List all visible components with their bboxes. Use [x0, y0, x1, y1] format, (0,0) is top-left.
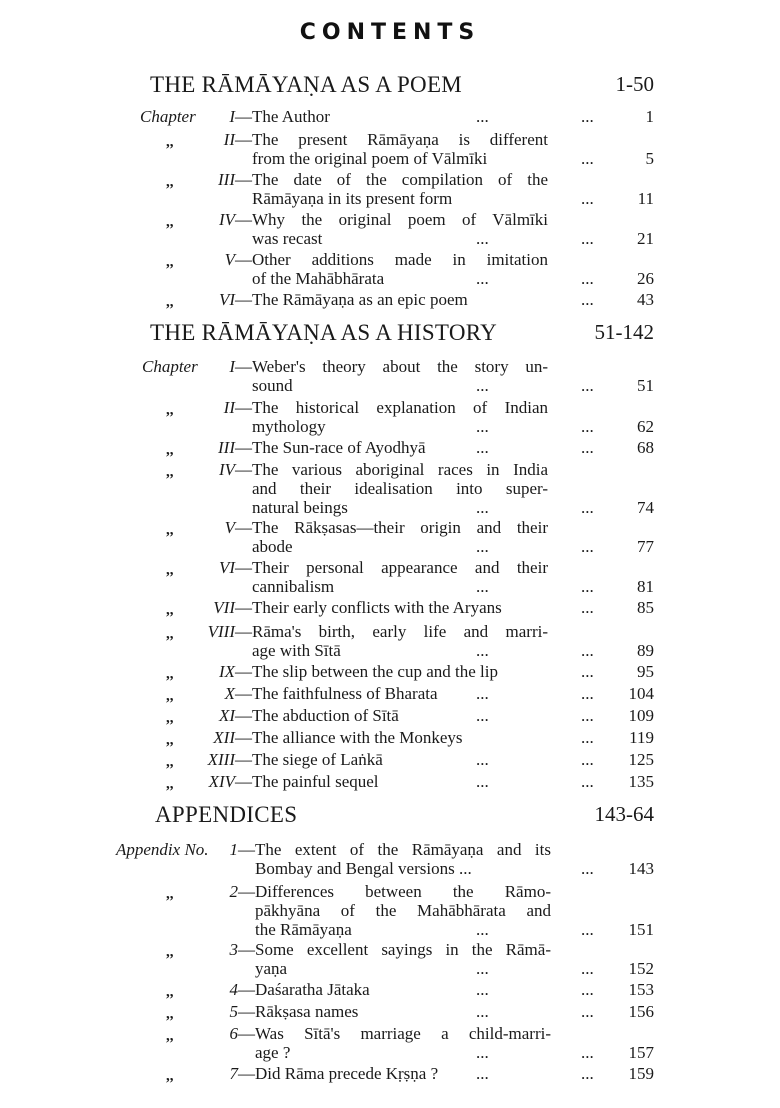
em-dash: —	[238, 840, 255, 859]
ditto-mark: ,,	[166, 1006, 174, 1022]
entry-text-line: The faithfulness of Bharata	[252, 684, 438, 703]
section-title: APPENDICES	[155, 802, 298, 827]
ditto-mark: ,,	[166, 294, 174, 310]
page-number: 26	[637, 269, 654, 288]
leader-dots: ...	[476, 417, 489, 436]
ditto-mark: ,,	[166, 464, 174, 480]
entry-text-line: natural beings	[252, 498, 348, 517]
ditto-mark: ,,	[166, 626, 174, 642]
entry-text-line: cannibalism	[252, 577, 335, 596]
em-dash: —	[235, 460, 252, 479]
page-number: 151	[628, 920, 654, 939]
section-page-range: 143-64	[594, 802, 654, 826]
page-number: 62	[637, 417, 654, 436]
entry-number: XIV	[208, 772, 235, 791]
section-page-range: 51-142	[594, 320, 654, 344]
leader-dots: ...	[581, 706, 594, 725]
leader-dots: ...	[476, 1002, 489, 1021]
entry-text-line: Differences between the Rāmo-	[255, 882, 551, 901]
ditto-mark: ,,	[166, 134, 174, 150]
em-dash: —	[235, 622, 252, 641]
toc-entry[interactable]	[0, 882, 780, 939]
toc-entry[interactable]	[0, 772, 780, 791]
leader-dots: ...	[581, 750, 594, 769]
leader-dots: ...	[476, 920, 489, 939]
em-dash: —	[235, 210, 252, 229]
entry-number: I	[229, 357, 235, 376]
section-page-range: 1-50	[615, 72, 654, 96]
toc-entry[interactable]	[0, 438, 780, 457]
leader-dots: ...	[581, 376, 594, 395]
page-number: 119	[629, 728, 654, 747]
leader-dots: ...	[581, 1043, 594, 1062]
entry-text-line: The Rāmāyaṇa as an epic poem	[252, 290, 468, 309]
leader-dots: ...	[581, 641, 594, 660]
ditto-mark: ,,	[166, 732, 174, 748]
page-number: 51	[637, 376, 654, 395]
toc-entry[interactable]	[0, 107, 780, 126]
entry-text-line: The date of the compilation of the	[252, 170, 548, 189]
toc-entry[interactable]	[0, 250, 780, 288]
toc-entry[interactable]	[0, 940, 780, 978]
leader-dots: ...	[581, 189, 594, 208]
ditto-mark: ,,	[166, 944, 174, 960]
leader-dots: ...	[476, 706, 489, 725]
page-number: 1	[645, 107, 654, 126]
em-dash: —	[235, 684, 252, 703]
section-title: THE RĀMĀYAṆA AS A POEM	[150, 72, 463, 97]
ditto-mark: ,,	[166, 688, 174, 704]
entry-number: VI	[218, 290, 235, 309]
leader-dots: ...	[476, 438, 489, 457]
em-dash: —	[238, 1064, 255, 1083]
entry-number: VI	[218, 558, 235, 577]
leader-dots: ...	[581, 537, 594, 556]
entry-text-line: The present Rāmāyaṇa is different	[252, 130, 548, 149]
entry-text-line: The Sun-race of Ayodhyā	[252, 438, 426, 457]
ditto-mark: ,,	[166, 562, 174, 578]
entry-number: XI	[218, 706, 235, 725]
entry-text-line: Their personal appearance and their	[252, 558, 548, 577]
entry-text-line: Their early conflicts with the Aryans	[252, 598, 502, 617]
entry-text-line: abode	[252, 537, 293, 556]
leader-dots: ...	[476, 537, 489, 556]
ditto-mark: ,,	[166, 754, 174, 770]
toc-entry[interactable]	[0, 728, 780, 747]
ditto-mark: ,,	[166, 214, 174, 230]
ditto-mark: ,,	[166, 1068, 174, 1084]
leader-dots: ...	[581, 728, 594, 747]
ditto-mark: ,,	[166, 442, 174, 458]
entry-number: 7	[229, 1064, 238, 1083]
page-number: 89	[637, 641, 654, 660]
entry-text-line: from the original poem of Vālmīki	[252, 149, 488, 168]
entry-number: III	[218, 438, 235, 457]
leader-dots: ...	[476, 577, 489, 596]
em-dash: —	[238, 980, 255, 999]
entry-number: 5	[229, 1002, 238, 1021]
leader-dots: ...	[476, 980, 489, 999]
leader-dots: ...	[581, 290, 594, 309]
leader-dots: ...	[476, 1043, 489, 1062]
leader-dots: ...	[476, 684, 489, 703]
em-dash: —	[235, 290, 252, 309]
em-dash: —	[235, 107, 252, 126]
em-dash: —	[235, 250, 252, 269]
entry-number: XIII	[207, 750, 235, 769]
entry-text-line: The siege of Laṅkā	[252, 750, 383, 769]
em-dash: —	[235, 130, 252, 149]
page-number: 157	[628, 1043, 654, 1062]
entry-text-line: the Rāmāyaṇa	[255, 920, 352, 939]
toc-entry[interactable]	[0, 980, 780, 999]
entry-number: V	[224, 250, 235, 269]
toc-entry[interactable]	[0, 460, 780, 517]
em-dash: —	[235, 728, 252, 747]
leader-dots: ...	[581, 498, 594, 517]
leader-dots: ...	[581, 438, 594, 457]
em-dash: —	[235, 706, 252, 725]
toc-entry[interactable]	[0, 662, 780, 681]
page-number: 11	[637, 189, 654, 208]
em-dash: —	[238, 1024, 255, 1043]
entry-text-line: The alliance with the Monkeys	[252, 728, 463, 747]
entry-text-line: The extent of the Rāmāyaṇa and its	[255, 840, 551, 859]
entry-number: 2	[229, 882, 238, 901]
entry-text-line: Rāmāyaṇa in its present form	[252, 189, 453, 208]
entry-text-line: of the Mahābhārata	[252, 269, 385, 288]
page-number: 43	[637, 290, 654, 309]
leader-dots: ...	[581, 980, 594, 999]
entry-number: 6	[229, 1024, 238, 1043]
ditto-mark: ,,	[166, 174, 174, 190]
entry-text-line: pākhyāna of the Mahābhārata and	[255, 901, 551, 920]
entry-number: XII	[213, 728, 235, 747]
entry-number: I	[229, 107, 235, 126]
em-dash: —	[235, 772, 252, 791]
contents-title: CONTENTS	[299, 20, 481, 45]
entry-text-line: Some excellent sayings in the Rāmā-	[255, 940, 551, 959]
toc-entry[interactable]	[0, 840, 780, 878]
toc-entry[interactable]	[0, 750, 780, 769]
leader-dots: ...	[476, 269, 489, 288]
entry-text-line: age ?	[255, 1043, 291, 1062]
em-dash: —	[235, 518, 252, 537]
entry-number: 4	[229, 980, 238, 999]
ditto-mark: ,,	[166, 522, 174, 538]
leader-dots: ...	[581, 107, 594, 126]
leader-dots: ...	[581, 229, 594, 248]
entry-text-line: Weber's theory about the story un-	[252, 357, 548, 376]
section-heading	[0, 320, 780, 350]
page-number: 77	[637, 537, 654, 556]
toc-entry[interactable]	[0, 706, 780, 725]
page-number: 159	[628, 1064, 654, 1083]
leader-dots: ...	[581, 1064, 594, 1083]
leader-dots: ...	[476, 1064, 489, 1083]
entry-label: Appendix No.	[116, 840, 209, 859]
entry-number: II	[223, 130, 235, 149]
em-dash: —	[235, 598, 252, 617]
leader-dots: ...	[581, 920, 594, 939]
leader-dots: ...	[581, 772, 594, 791]
entry-text-line: The abduction of Sītā	[252, 706, 399, 725]
entry-label: Chapter	[142, 357, 198, 376]
em-dash: —	[235, 438, 252, 457]
leader-dots: ...	[581, 417, 594, 436]
page-number: 21	[637, 229, 654, 248]
page-number: 156	[628, 1002, 654, 1021]
toc-entry[interactable]	[0, 622, 780, 660]
toc-entry[interactable]	[0, 170, 780, 208]
leader-dots: ...	[476, 641, 489, 660]
toc-entry[interactable]	[0, 684, 780, 703]
entry-text-line: was recast	[252, 229, 323, 248]
entry-number: V	[224, 518, 235, 537]
leader-dots: ...	[581, 684, 594, 703]
leader-dots: ...	[581, 149, 594, 168]
entry-text-line: Rākṣasa names	[255, 1002, 359, 1021]
leader-dots: ...	[476, 229, 489, 248]
page-number: 152	[628, 959, 654, 978]
entry-text-line: The historical explanation of Indian	[252, 398, 548, 417]
page-number: 5	[645, 149, 654, 168]
leader-dots: ...	[581, 577, 594, 596]
entry-text-line: Daśaratha Jātaka	[255, 980, 370, 999]
toc-entry[interactable]	[0, 558, 780, 596]
entry-number: 3	[229, 940, 238, 959]
em-dash: —	[238, 882, 255, 901]
entry-text-line: and their idealisation into super-	[252, 479, 548, 498]
leader-dots: ...	[476, 772, 489, 791]
entry-number: III	[218, 170, 235, 189]
ditto-mark: ,,	[166, 402, 174, 418]
entry-number: IX	[218, 662, 235, 681]
leader-dots: ...	[581, 959, 594, 978]
toc-entry[interactable]	[0, 290, 780, 309]
entry-number: IV	[218, 460, 235, 479]
toc-entry[interactable]	[0, 598, 780, 617]
entry-text-line: Why the original poem of Vālmīki	[252, 210, 548, 229]
page-number: 109	[628, 706, 654, 725]
em-dash: —	[238, 1002, 255, 1021]
page-number: 85	[637, 598, 654, 617]
entry-number: 1	[229, 840, 238, 859]
entry-text-line: age with Sītā	[252, 641, 341, 660]
toc-entry[interactable]	[0, 1002, 780, 1021]
toc-entry[interactable]	[0, 210, 780, 248]
entry-number: II	[223, 398, 235, 417]
entry-text-line: Rāma's birth, early life and marri-	[252, 622, 548, 641]
entry-number: VII	[213, 598, 235, 617]
page-number: 74	[637, 498, 654, 517]
leader-dots: ...	[581, 269, 594, 288]
ditto-mark: ,,	[166, 886, 174, 902]
entry-label: Chapter	[140, 107, 196, 126]
section-heading	[0, 72, 780, 102]
leader-dots: ...	[581, 662, 594, 681]
entry-text-line: The Rākṣasas—their origin and their	[252, 518, 548, 537]
ditto-mark: ,,	[166, 776, 174, 792]
em-dash: —	[235, 662, 252, 681]
ditto-mark: ,,	[166, 984, 174, 1000]
page-number: 95	[637, 662, 654, 681]
leader-dots: ...	[476, 750, 489, 769]
leader-dots: ...	[476, 498, 489, 517]
entry-text-line: Bombay and Bengal versions ...	[255, 859, 472, 878]
ditto-mark: ,,	[166, 710, 174, 726]
ditto-mark: ,,	[166, 666, 174, 682]
page-number: 125	[628, 750, 654, 769]
toc-entry[interactable]	[0, 398, 780, 436]
section-heading	[0, 802, 780, 832]
em-dash: —	[235, 398, 252, 417]
entry-text-line: Other additions made in imitation	[252, 250, 548, 269]
em-dash: —	[238, 940, 255, 959]
entry-text-line: Was Sītā's marriage a child-marri-	[255, 1024, 551, 1043]
leader-dots: ...	[476, 376, 489, 395]
entry-text-line: The painful sequel	[252, 772, 379, 791]
leader-dots: ...	[581, 859, 594, 878]
em-dash: —	[235, 558, 252, 577]
entry-text-line: Did Rāma precede Kṛṣṇa ?	[255, 1064, 439, 1083]
page-number: 153	[628, 980, 654, 999]
section-title: THE RĀMĀYAṆA AS A HISTORY	[150, 320, 498, 345]
leader-dots: ...	[581, 598, 594, 617]
entry-text-line: The various aboriginal races in India	[252, 460, 548, 479]
leader-dots: ...	[581, 1002, 594, 1021]
toc-entry[interactable]	[0, 130, 780, 168]
leader-dots: ...	[476, 959, 489, 978]
leader-dots: ...	[476, 107, 489, 126]
entry-text-line: The Author	[252, 107, 330, 126]
ditto-mark: ,,	[166, 254, 174, 270]
toc-entry[interactable]	[0, 1024, 780, 1062]
page-number: 143	[628, 859, 654, 878]
entry-number: X	[224, 684, 235, 703]
ditto-mark: ,,	[166, 1028, 174, 1044]
entry-text-line: yaṇa	[255, 959, 288, 978]
page-number: 68	[637, 438, 654, 457]
page-number: 104	[628, 684, 654, 703]
toc-entry[interactable]	[0, 357, 780, 395]
toc-entry[interactable]	[0, 1064, 780, 1083]
entry-text-line: mythology	[252, 417, 326, 436]
entry-text-line: The slip between the cup and the lip	[252, 662, 498, 681]
entry-text-line: sound	[252, 376, 293, 395]
em-dash: —	[235, 357, 252, 376]
page-number: 81	[637, 577, 654, 596]
em-dash: —	[235, 750, 252, 769]
page-number: 135	[628, 772, 654, 791]
em-dash: —	[235, 170, 252, 189]
entry-number: VIII	[207, 622, 235, 641]
entry-number: IV	[218, 210, 235, 229]
toc-entry[interactable]	[0, 518, 780, 556]
ditto-mark: ,,	[166, 602, 174, 618]
